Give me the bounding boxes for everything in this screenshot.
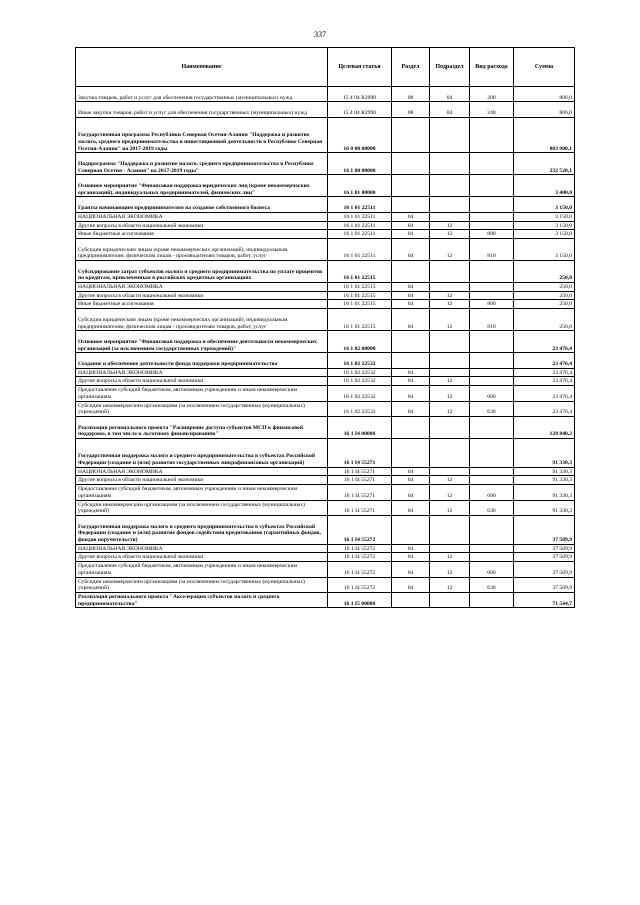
table-row bbox=[76, 238, 575, 260]
cell-name: Субсидии некоммерческим организациям (за исключением государственных (муниципальных) учреждений) bbox=[76, 577, 328, 592]
cell-name: НАЦИОНАЛЬНАЯ ЭКОНОМИКА bbox=[76, 368, 328, 377]
cell-vid bbox=[470, 221, 514, 230]
cell-code: 16 1 I5 00000 bbox=[328, 592, 392, 607]
cell-name: Субсидии некоммерческим организациям (за исключением государственных (муниципальных) учреждений) bbox=[76, 500, 328, 515]
cell-razd: 04 bbox=[392, 212, 430, 221]
cell-podr bbox=[430, 592, 470, 607]
cell-vid bbox=[470, 261, 514, 283]
cell-razd: 04 bbox=[392, 300, 430, 309]
cell-podr bbox=[430, 153, 470, 175]
cell-podr bbox=[430, 261, 470, 283]
table-row bbox=[76, 212, 575, 221]
cell-name: Подпрограмма "Поддержка и развитие малого, среднего предпринимательства в Республике Северная Осетия - Алания" на 2017-2019 годы" bbox=[76, 153, 328, 175]
cell-vid bbox=[470, 553, 514, 562]
cell-razd: 04 bbox=[392, 401, 430, 416]
cell-name: Субсидии некоммерческим организациям (за исключением государственных (муниципальных) учреждений) bbox=[76, 401, 328, 416]
cell-sum: 232 520,1 bbox=[514, 153, 575, 175]
cell-code: 16 1 I4 55271 bbox=[328, 476, 392, 485]
cell-podr: 04 bbox=[430, 102, 470, 117]
cell-name: Реализация регионального проекта "Акселерация субъектов малого и среднего предпринимательства" bbox=[76, 592, 328, 607]
table-row bbox=[76, 377, 575, 386]
cell-podr bbox=[430, 439, 470, 468]
cell-razd: 04 bbox=[392, 544, 430, 553]
cell-sum: 37 509,9 bbox=[514, 562, 575, 577]
cell-podr bbox=[430, 197, 470, 212]
cell-name: НАЦИОНАЛЬНАЯ ЭКОНОМИКА bbox=[76, 283, 328, 292]
table-row bbox=[76, 221, 575, 230]
cell-sum: 803 900,1 bbox=[514, 117, 575, 153]
cell-name: Создание и обеспечение деятельности фонда поддержки предпринимательства bbox=[76, 353, 328, 368]
cell-code: 16 1 I4 00000 bbox=[328, 416, 392, 438]
cell-razd bbox=[392, 439, 430, 468]
cell-razd: 04 bbox=[392, 500, 430, 515]
cell-vid: 600 bbox=[470, 386, 514, 401]
table-row bbox=[76, 197, 575, 212]
cell-razd: 04 bbox=[392, 467, 430, 476]
table-row bbox=[76, 309, 575, 331]
cell-code: 16 1 I4 55272 bbox=[328, 562, 392, 577]
cell-razd bbox=[392, 117, 430, 153]
cell-podr: 12 bbox=[430, 577, 470, 592]
cell-podr bbox=[430, 467, 470, 476]
cell-podr: 12 bbox=[430, 386, 470, 401]
table-row bbox=[76, 544, 575, 553]
cell-code: 16 1 01 22515 bbox=[328, 309, 392, 331]
cell-name: Предоставление субсидий бюджетным, автономным учреждениям и иным некоммерческим организациям bbox=[76, 562, 328, 577]
cell-razd bbox=[392, 515, 430, 544]
cell-vid: 630 bbox=[470, 500, 514, 515]
cell-name: Иные бюджетные ассигнования bbox=[76, 230, 328, 239]
cell-name: Другие вопросы в области национальной экономики bbox=[76, 553, 328, 562]
table-row bbox=[76, 87, 575, 102]
cell-name: Государственная программа Республики Северная Осетия-Алания "Поддержка и развитие малого, среднего предпринимательства и инвестиционной деятельности в Республике Северная Осетия-Алания" на 2017-2019 годы bbox=[76, 117, 328, 153]
cell-sum: 71 544,7 bbox=[514, 592, 575, 607]
cell-podr bbox=[430, 283, 470, 292]
cell-razd: 04 bbox=[392, 283, 430, 292]
cell-name: Реализация регионального проекта "Расширение доступа субъектов МСП к финансовой поддержке, в том числе к льготному финансированию" bbox=[76, 416, 328, 438]
cell-sum: 23 476,4 bbox=[514, 386, 575, 401]
cell-sum: 23 476,4 bbox=[514, 368, 575, 377]
cell-sum: 91 330,3 bbox=[514, 500, 575, 515]
cell-razd bbox=[392, 353, 430, 368]
cell-vid: 810 bbox=[470, 238, 514, 260]
cell-sum: 3 400,0 bbox=[514, 175, 575, 197]
table-row bbox=[76, 368, 575, 377]
cell-code: 16 1 01 22511 bbox=[328, 197, 392, 212]
cell-vid bbox=[470, 515, 514, 544]
table-header-row bbox=[76, 48, 575, 87]
cell-code: 16 1 01 22511 bbox=[328, 212, 392, 221]
cell-name: Гранты начинающим предпринимателям на создание собственного бизнеса bbox=[76, 197, 328, 212]
cell-name: Предоставление субсидий бюджетным, автономным учреждениям и иным некоммерческим организациям bbox=[76, 386, 328, 401]
table-row bbox=[76, 331, 575, 353]
table-row bbox=[76, 553, 575, 562]
cell-code: 16 1 I4 55271 bbox=[328, 485, 392, 500]
cell-razd: 04 bbox=[392, 368, 430, 377]
cell-podr: 12 bbox=[430, 485, 470, 500]
cell-sum: 37 509,9 bbox=[514, 544, 575, 553]
cell-razd: 04 bbox=[392, 553, 430, 562]
table-row bbox=[76, 592, 575, 607]
cell-podr: 12 bbox=[430, 377, 470, 386]
cell-sum: 23 476,4 bbox=[514, 377, 575, 386]
cell-code: 16 1 01 22515 bbox=[328, 291, 392, 300]
cell-code: 16 1 I4 55271 bbox=[328, 439, 392, 468]
cell-sum: 3 150,0 bbox=[514, 238, 575, 260]
cell-vid bbox=[470, 212, 514, 221]
cell-razd: 04 bbox=[392, 238, 430, 260]
cell-name: Основное мероприятие "Финансовая поддержка юридических лиц (кроме некоммерческих организаций), индивидуальных предпринимателей, физических лиц" bbox=[76, 175, 328, 197]
cell-vid bbox=[470, 377, 514, 386]
cell-vid: 240 bbox=[470, 102, 514, 117]
cell-sum: 250,0 bbox=[514, 300, 575, 309]
cell-sum: 37 509,9 bbox=[514, 515, 575, 544]
cell-podr: 12 bbox=[430, 230, 470, 239]
cell-razd: 04 bbox=[392, 221, 430, 230]
cell-sum: 23 476,4 bbox=[514, 331, 575, 353]
cell-podr bbox=[430, 212, 470, 221]
cell-podr: 12 bbox=[430, 309, 470, 331]
cell-podr bbox=[430, 515, 470, 544]
cell-razd: 08 bbox=[392, 87, 430, 102]
cell-razd: 04 bbox=[392, 562, 430, 577]
cell-name: Другие вопросы в области национальной экономики bbox=[76, 476, 328, 485]
table-row bbox=[76, 401, 575, 416]
table-row bbox=[76, 577, 575, 592]
cell-podr: 12 bbox=[430, 291, 470, 300]
table-row bbox=[76, 485, 575, 500]
cell-name: Другие вопросы в области национальной экономики bbox=[76, 221, 328, 230]
cell-code: 16 1 01 22511 bbox=[328, 238, 392, 260]
cell-code: 16 1 I4 55272 bbox=[328, 577, 392, 592]
cell-code: 15 4 04 R2990 bbox=[328, 87, 392, 102]
table-row bbox=[76, 230, 575, 239]
cell-name: НАЦИОНАЛЬНАЯ ЭКОНОМИКА bbox=[76, 467, 328, 476]
cell-sum: 23 476,4 bbox=[514, 401, 575, 416]
cell-razd bbox=[392, 197, 430, 212]
cell-vid bbox=[470, 544, 514, 553]
cell-podr: 12 bbox=[430, 553, 470, 562]
cell-podr: 04 bbox=[430, 87, 470, 102]
table-row bbox=[76, 515, 575, 544]
cell-vid: 800 bbox=[470, 230, 514, 239]
cell-code: 16 1 02 22532 bbox=[328, 353, 392, 368]
cell-name: Субсидии юридическим лицам (кроме некоммерческих организаций), индивидуальным предпринимателям, физическим лицам - производителям товаров, работ, услуг bbox=[76, 238, 328, 260]
table-row bbox=[76, 153, 575, 175]
cell-razd bbox=[392, 331, 430, 353]
cell-podr bbox=[430, 175, 470, 197]
cell-vid: 600 bbox=[470, 562, 514, 577]
cell-podr bbox=[430, 331, 470, 353]
cell-code: 16 1 02 22532 bbox=[328, 401, 392, 416]
cell-sum: 91 330,3 bbox=[514, 439, 575, 468]
table-row bbox=[76, 291, 575, 300]
cell-podr bbox=[430, 416, 470, 438]
cell-name: Субсидии юридическим лицам (кроме некоммерческих организаций), индивидуальным предпринимателям, физическим лицам - производителям товаров, работ, услуг bbox=[76, 309, 328, 331]
table-row bbox=[76, 386, 575, 401]
cell-sum: 3 150,0 bbox=[514, 212, 575, 221]
cell-sum: 250,0 bbox=[514, 261, 575, 283]
cell-vid: 810 bbox=[470, 309, 514, 331]
cell-code: 16 1 I4 55272 bbox=[328, 544, 392, 553]
cell-code: 16 1 I4 55272 bbox=[328, 515, 392, 544]
cell-razd bbox=[392, 592, 430, 607]
table-row bbox=[76, 500, 575, 515]
cell-vid bbox=[470, 368, 514, 377]
cell-razd: 04 bbox=[392, 309, 430, 331]
cell-vid bbox=[470, 353, 514, 368]
cell-razd: 04 bbox=[392, 230, 430, 239]
cell-sum: 3 150,0 bbox=[514, 197, 575, 212]
cell-razd: 04 bbox=[392, 485, 430, 500]
cell-sum: 3 150,0 bbox=[514, 221, 575, 230]
cell-razd bbox=[392, 153, 430, 175]
cell-name: Субсидирование затрат субъектов малого и среднего предпринимательства по уплате процентов по кредитам, привлеченным в российских кредитных организациях bbox=[76, 261, 328, 283]
cell-name: НАЦИОНАЛЬНАЯ ЭКОНОМИКА bbox=[76, 212, 328, 221]
cell-name: Закупка товаров, работ и услуг для обеспечения государственных (муниципальных) нужд bbox=[76, 87, 328, 102]
table-row bbox=[76, 283, 575, 292]
table-row bbox=[76, 439, 575, 468]
cell-code: 16 1 02 22532 bbox=[328, 377, 392, 386]
cell-razd: 04 bbox=[392, 577, 430, 592]
cell-vid: 600 bbox=[470, 485, 514, 500]
cell-razd bbox=[392, 416, 430, 438]
cell-razd: 04 bbox=[392, 291, 430, 300]
budget-table bbox=[75, 47, 575, 608]
table-row bbox=[76, 300, 575, 309]
cell-sum: 250,0 bbox=[514, 309, 575, 331]
column-header-name: Наименование bbox=[76, 48, 328, 87]
cell-code: 16 1 01 00000 bbox=[328, 175, 392, 197]
cell-podr bbox=[430, 117, 470, 153]
cell-sum: 128 840,2 bbox=[514, 416, 575, 438]
cell-code: 16 1 01 22515 bbox=[328, 283, 392, 292]
cell-vid: 800 bbox=[470, 300, 514, 309]
table-body bbox=[76, 87, 575, 608]
column-header-sum: Сумма bbox=[514, 48, 575, 87]
cell-code: 16 1 01 22515 bbox=[328, 300, 392, 309]
cell-code: 15 4 04 R2990 bbox=[328, 102, 392, 117]
cell-name: Другие вопросы в области национальной экономики bbox=[76, 291, 328, 300]
cell-name: НАЦИОНАЛЬНАЯ ЭКОНОМИКА bbox=[76, 544, 328, 553]
cell-code: 16 1 I4 55271 bbox=[328, 467, 392, 476]
cell-sum: 250,0 bbox=[514, 291, 575, 300]
cell-vid: 200 bbox=[470, 87, 514, 102]
column-header-code: Целевая статья bbox=[328, 48, 392, 87]
table-row bbox=[76, 476, 575, 485]
cell-podr: 12 bbox=[430, 476, 470, 485]
cell-code: 16 1 I4 55271 bbox=[328, 500, 392, 515]
cell-sum: 91 330,3 bbox=[514, 485, 575, 500]
table-row bbox=[76, 467, 575, 476]
cell-vid bbox=[470, 153, 514, 175]
cell-name: Иные бюджетные ассигнования bbox=[76, 300, 328, 309]
cell-podr: 12 bbox=[430, 500, 470, 515]
cell-sum: 23 476,4 bbox=[514, 353, 575, 368]
table-row bbox=[76, 102, 575, 117]
cell-sum: 37 509,9 bbox=[514, 553, 575, 562]
cell-name: Иные закупки товаров, работ и услуг для обеспечения государственных (муниципальных) нужд bbox=[76, 102, 328, 117]
cell-podr bbox=[430, 544, 470, 553]
cell-name: Предоставление субсидий бюджетным, автономным учреждениям и иным некоммерческим организациям bbox=[76, 485, 328, 500]
table-row bbox=[76, 562, 575, 577]
cell-name: Основное мероприятие "Финансовая поддержка и обеспечение деятельности некоммерческих организаций (за исключением государственных учреждений)" bbox=[76, 331, 328, 353]
cell-code: 16 1 01 22511 bbox=[328, 221, 392, 230]
cell-code: 16 1 02 22532 bbox=[328, 368, 392, 377]
table-row bbox=[76, 353, 575, 368]
column-header-podr: Подраздел bbox=[430, 48, 470, 87]
cell-name: Государственная поддержка малого и среднего предпринимательства в субъектах Российской Федерации (создание и (или) развитие фондов содействия кредитованию (гарантийных фондов, фондов поручительств) bbox=[76, 515, 328, 544]
cell-razd: 04 bbox=[392, 386, 430, 401]
cell-razd: 04 bbox=[392, 476, 430, 485]
cell-vid bbox=[470, 416, 514, 438]
cell-vid bbox=[470, 283, 514, 292]
cell-podr: 12 bbox=[430, 562, 470, 577]
cell-podr: 12 bbox=[430, 221, 470, 230]
cell-code: 16 1 01 22511 bbox=[328, 230, 392, 239]
cell-vid bbox=[470, 291, 514, 300]
cell-podr: 12 bbox=[430, 401, 470, 416]
column-header-razd: Раздел bbox=[392, 48, 430, 87]
cell-vid: 630 bbox=[470, 401, 514, 416]
cell-sum: 37 509,9 bbox=[514, 577, 575, 592]
cell-code: 16 1 02 22532 bbox=[328, 386, 392, 401]
cell-code: 16 0 00 00000 bbox=[328, 117, 392, 153]
cell-sum: 250,0 bbox=[514, 283, 575, 292]
cell-sum: 806,0 bbox=[514, 87, 575, 102]
table-row bbox=[76, 416, 575, 438]
cell-vid bbox=[470, 331, 514, 353]
cell-vid bbox=[470, 476, 514, 485]
cell-vid bbox=[470, 439, 514, 468]
column-header-vid: Вид расхода bbox=[470, 48, 514, 87]
page-number: 337 bbox=[314, 30, 326, 39]
cell-podr bbox=[430, 368, 470, 377]
cell-razd: 04 bbox=[392, 377, 430, 386]
cell-vid bbox=[470, 592, 514, 607]
cell-razd bbox=[392, 175, 430, 197]
cell-sum: 806,0 bbox=[514, 102, 575, 117]
cell-code: 16 1 I4 55272 bbox=[328, 553, 392, 562]
cell-sum: 91 330,3 bbox=[514, 467, 575, 476]
cell-vid: 630 bbox=[470, 577, 514, 592]
cell-podr: 12 bbox=[430, 238, 470, 260]
cell-vid bbox=[470, 467, 514, 476]
table-row bbox=[76, 261, 575, 283]
cell-vid bbox=[470, 197, 514, 212]
cell-sum: 3 150,0 bbox=[514, 230, 575, 239]
cell-vid bbox=[470, 175, 514, 197]
cell-code: 16 1 01 22515 bbox=[328, 261, 392, 283]
cell-name: Государственная поддержка малого и среднего предпринимательства в субъектах Российской Федерации (создание и (или) развитие государственных микрофинансовых организаций) bbox=[76, 439, 328, 468]
cell-vid bbox=[470, 117, 514, 153]
cell-code: 16 1 00 00000 bbox=[328, 153, 392, 175]
table-row bbox=[76, 175, 575, 197]
cell-podr bbox=[430, 353, 470, 368]
cell-podr: 12 bbox=[430, 300, 470, 309]
cell-razd bbox=[392, 261, 430, 283]
cell-name: Другие вопросы в области национальной экономики bbox=[76, 377, 328, 386]
cell-sum: 91 330,3 bbox=[514, 476, 575, 485]
cell-code: 16 1 02 00000 bbox=[328, 331, 392, 353]
table-row bbox=[76, 117, 575, 153]
cell-razd: 08 bbox=[392, 102, 430, 117]
